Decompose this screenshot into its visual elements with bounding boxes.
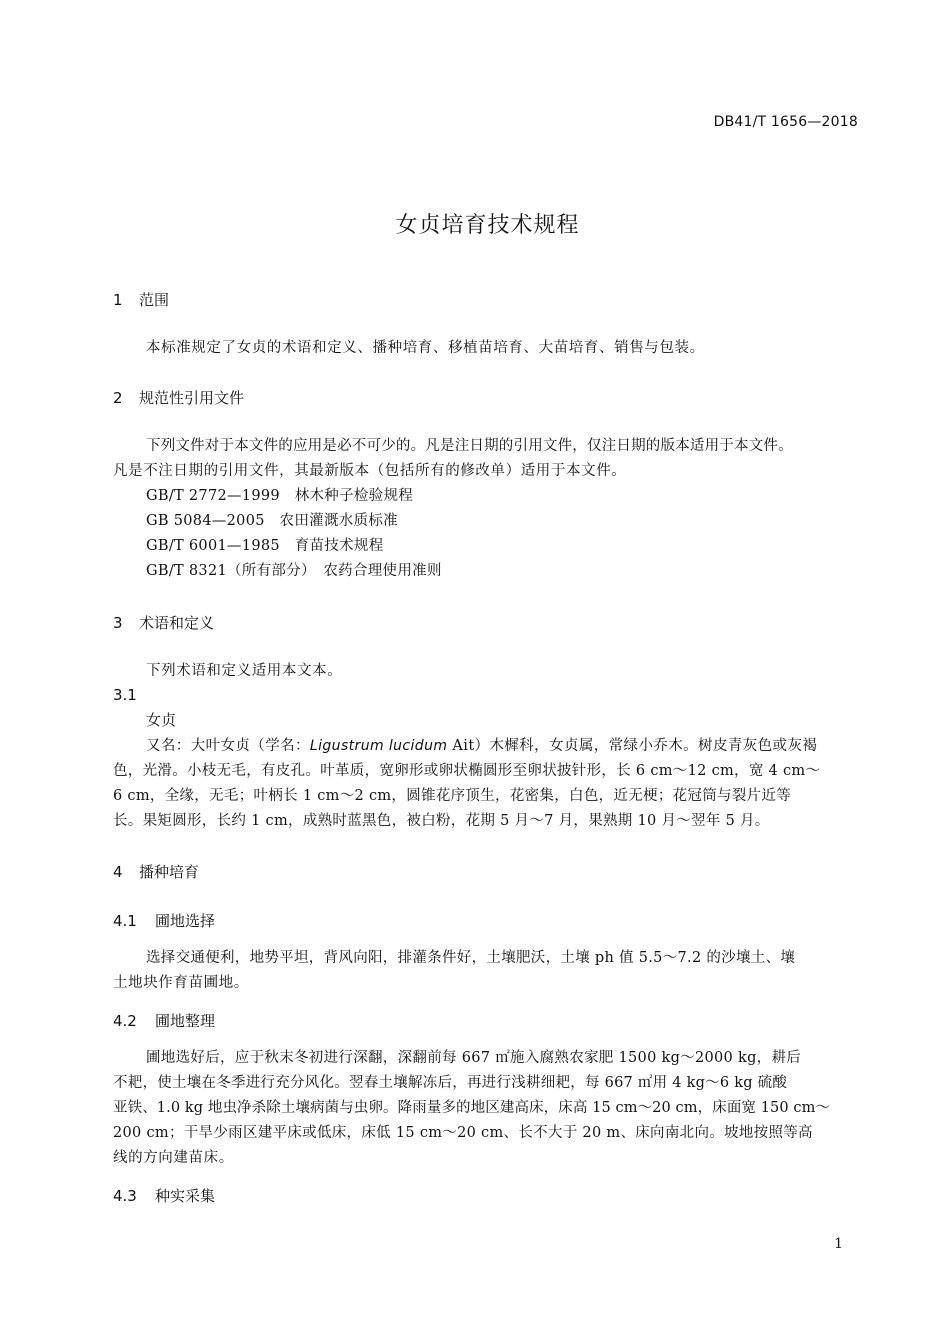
paragraph-line: 不耙，使土壤在冬季进行充分风化。翌春土壤解冻后，再进行浅耕细耙，每 667 ㎡用 4 kg～6 kg 硫酸 bbox=[113, 1075, 788, 1091]
section-1-text: 本标准规定了女贞的术语和定义、播种培育、移植苗培育、大苗培育、销售与包装。 bbox=[146, 340, 705, 356]
section-number: 1 bbox=[113, 291, 123, 309]
definition-prefix: 又名：大叶女贞（学名： bbox=[146, 738, 310, 754]
section-title: 范围 bbox=[139, 291, 170, 309]
definition-line bbox=[146, 734, 817, 759]
section-number: 4.2 bbox=[113, 1012, 137, 1030]
reference-item: GB 5084—2005 农田灌溉水质标准 bbox=[146, 513, 398, 529]
section-title: 规范性引用文件 bbox=[139, 389, 245, 407]
section-1-heading bbox=[113, 289, 169, 310]
section-number: 4.3 bbox=[113, 1187, 137, 1205]
subsection-4-3-heading bbox=[113, 1185, 215, 1206]
reference-item: GB/T 8321（所有部分） 农药合理使用准则 bbox=[146, 563, 442, 579]
section-title: 术语和定义 bbox=[139, 614, 215, 632]
section-2-text-line: 凡是不注日期的引用文件，其最新版本（包括所有的修改单）适用于本文件。 bbox=[113, 463, 627, 479]
paragraph-line: 线的方向建苗床。 bbox=[113, 1150, 234, 1166]
document-code: DB41/T 1656—2018 bbox=[713, 114, 858, 130]
section-4-heading bbox=[113, 861, 199, 882]
definition-line: 色，光滑。小枝无毛，有皮孔。叶革质，宽卵形或卵状椭圆形至卵状披针形，长 6 cm～12 cm，宽 4 cm～ bbox=[113, 763, 821, 779]
section-number: 3 bbox=[113, 614, 123, 632]
section-3-heading bbox=[113, 612, 214, 633]
paragraph-line: 选择交通便利，地势平坦，背风向阳，排灌条件好，土壤肥沃，土壤 ph 值 5.5～7.2 的沙壤土、壤 bbox=[146, 950, 796, 966]
section-number: 4 bbox=[113, 863, 123, 881]
section-3-text: 下列术语和定义适用本文本。 bbox=[146, 663, 343, 679]
document-title: 女贞培育技术规程 bbox=[395, 213, 580, 238]
definition-line: 6 cm，全缘，无毛；叶柄长 1 cm～2 cm，圆锥花序顶生，花密集，白色，近无梗；花冠筒与裂片近等 bbox=[113, 788, 792, 804]
section-number: 4.1 bbox=[113, 912, 137, 930]
subsection-4-2-heading bbox=[113, 1010, 215, 1031]
section-title: 种实采集 bbox=[155, 1187, 216, 1205]
reference-item: GB/T 6001—1985 育苗技术规程 bbox=[146, 538, 384, 554]
term-title: 女贞 bbox=[146, 711, 177, 729]
subsection-4-1-heading bbox=[113, 910, 215, 931]
section-title: 播种培育 bbox=[139, 863, 200, 881]
subsection-3-1-number: 3.1 bbox=[113, 686, 137, 704]
section-2-text-line: 下列文件对于本文件的应用是必不可少的。凡是注日期的引用文件，仅注日期的版本适用于本文件。 bbox=[146, 438, 793, 454]
page-number: 1 bbox=[834, 1236, 843, 1252]
definition-continuation: Ait）木樨科，女贞属，常绿小乔木。树皮青灰色或灰褐 bbox=[447, 738, 818, 754]
paragraph-line: 200 cm；干旱少雨区建平床或低床，床低 15 cm～20 cm、长不大于 20 m、床向南北向。坡地按照等高 bbox=[113, 1125, 813, 1141]
section-number: 2 bbox=[113, 389, 123, 407]
paragraph-line: 亚铁、1.0 kg 地虫净杀除土壤病菌与虫卵。降雨量多的地区建高床，床高 15 cm～20 cm，床面宽 150 cm～ bbox=[113, 1100, 831, 1116]
paragraph-line: 土地块作育苗圃地。 bbox=[113, 975, 249, 991]
latin-name: Ligustrum lucidum bbox=[309, 738, 448, 754]
reference-item: GB/T 2772—1999 林木种子检验规程 bbox=[146, 488, 414, 504]
definition-line: 长。果矩圆形，长约 1 cm，成熟时蓝黑色，被白粉，花期 5 月～7 月，果熟期 10 月～翌年 5 月。 bbox=[113, 813, 770, 829]
paragraph-line: 圃地选好后，应于秋末冬初进行深翻，深翻前每 667 ㎡施入腐熟农家肥 1500 kg～2000 kg，耕后 bbox=[146, 1050, 802, 1066]
section-title: 圃地选择 bbox=[155, 912, 216, 930]
section-title: 圃地整理 bbox=[155, 1012, 216, 1030]
section-2-heading bbox=[113, 387, 244, 408]
